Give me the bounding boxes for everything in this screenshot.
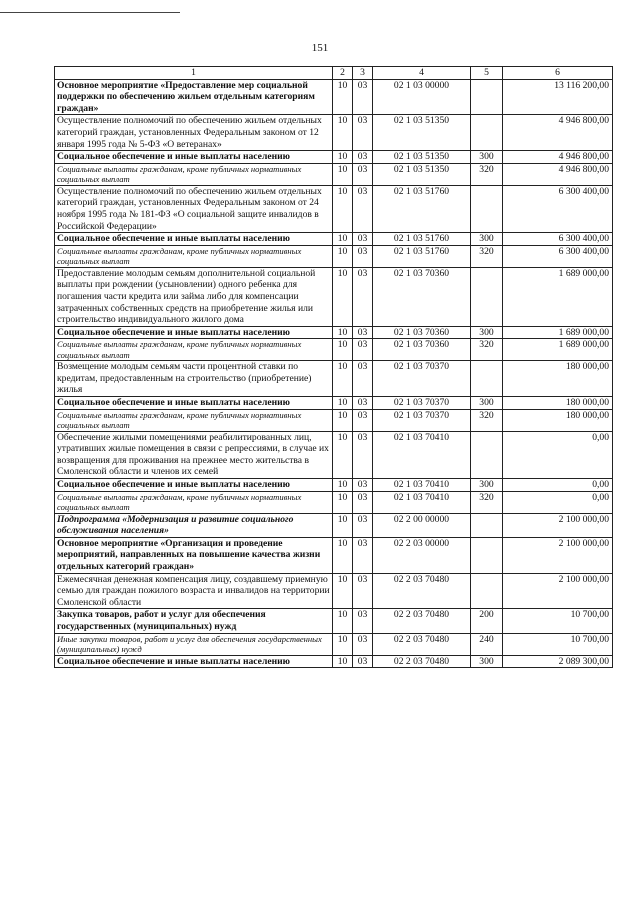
table-row bbox=[55, 115, 613, 151]
header-col-2: 2 bbox=[333, 67, 353, 80]
row-name: Социальные выплаты гражданам, кроме публичных нормативных социальных выплат bbox=[55, 409, 333, 431]
row-expense-type: 300 bbox=[471, 326, 503, 339]
row-target-code: 02 2 03 70480 bbox=[373, 573, 471, 609]
row-target-code: 02 2 03 00000 bbox=[373, 537, 471, 573]
table-row bbox=[55, 339, 613, 361]
row-amount: 0,00 bbox=[503, 491, 613, 513]
row-name: Социальное обеспечение и иные выплаты населению bbox=[55, 326, 333, 339]
row-section: 10 bbox=[333, 431, 353, 478]
row-target-code: 02 2 03 70480 bbox=[373, 633, 471, 655]
row-section: 10 bbox=[333, 326, 353, 339]
row-name: Ежемесячная денежная компенсация лицу, создавшему приемную семью для граждан пожилого возраста и инвалидов на территории Смоленской области bbox=[55, 573, 333, 609]
table-row bbox=[55, 513, 613, 537]
budget-table bbox=[54, 66, 613, 668]
row-section: 10 bbox=[333, 339, 353, 361]
row-section: 10 bbox=[333, 609, 353, 633]
row-section: 10 bbox=[333, 573, 353, 609]
row-subsection: 03 bbox=[353, 397, 373, 410]
row-subsection: 03 bbox=[353, 267, 373, 326]
row-amount: 6 300 400,00 bbox=[503, 245, 613, 267]
row-amount: 0,00 bbox=[503, 431, 613, 478]
table-row bbox=[55, 655, 613, 668]
row-expense-type bbox=[471, 513, 503, 537]
row-name: Предоставление молодым семьям дополнительной социальной выплаты при рождении (усыновлении) одного ребенка для погашения части кредита или займа либо для компенсации затраченных собственных средств на приобретение жилья или строительство индивидуального жилого дома bbox=[55, 267, 333, 326]
row-target-code: 02 1 03 70360 bbox=[373, 326, 471, 339]
row-target-code: 02 1 03 70410 bbox=[373, 431, 471, 478]
row-section: 10 bbox=[333, 513, 353, 537]
table-row bbox=[55, 151, 613, 164]
row-expense-type bbox=[471, 431, 503, 478]
table-row bbox=[55, 633, 613, 655]
row-amount: 6 300 400,00 bbox=[503, 185, 613, 232]
row-amount: 2 100 000,00 bbox=[503, 537, 613, 573]
row-target-code: 02 2 03 70480 bbox=[373, 655, 471, 668]
table-row bbox=[55, 245, 613, 267]
row-expense-type bbox=[471, 79, 503, 115]
row-name: Иные закупки товаров, работ и услуг для обеспечения государственных (муниципальных) нужд bbox=[55, 633, 333, 655]
row-amount: 2 100 000,00 bbox=[503, 573, 613, 609]
row-target-code: 02 1 03 51760 bbox=[373, 233, 471, 246]
row-subsection: 03 bbox=[353, 79, 373, 115]
row-target-code: 02 1 03 51350 bbox=[373, 151, 471, 164]
row-expense-type: 300 bbox=[471, 655, 503, 668]
row-target-code: 02 1 03 70410 bbox=[373, 479, 471, 492]
table-row bbox=[55, 233, 613, 246]
row-expense-type: 320 bbox=[471, 245, 503, 267]
row-amount: 180 000,00 bbox=[503, 361, 613, 397]
row-section: 10 bbox=[333, 491, 353, 513]
header-col-1: 1 bbox=[55, 67, 333, 80]
row-target-code: 02 1 03 51350 bbox=[373, 163, 471, 185]
row-name: Возмещение молодым семьям части процентной ставки по кредитам, предоставленным на строительство (приобретение) жилья bbox=[55, 361, 333, 397]
table-row bbox=[55, 397, 613, 410]
row-expense-type bbox=[471, 361, 503, 397]
header-col-4: 4 bbox=[373, 67, 471, 80]
row-target-code: 02 1 03 70370 bbox=[373, 361, 471, 397]
row-target-code: 02 1 03 51760 bbox=[373, 245, 471, 267]
row-section: 10 bbox=[333, 267, 353, 326]
row-amount: 180 000,00 bbox=[503, 409, 613, 431]
row-subsection: 03 bbox=[353, 339, 373, 361]
row-expense-type bbox=[471, 185, 503, 232]
row-target-code: 02 1 03 51760 bbox=[373, 185, 471, 232]
row-expense-type: 300 bbox=[471, 233, 503, 246]
row-section: 10 bbox=[333, 151, 353, 164]
row-section: 10 bbox=[333, 409, 353, 431]
row-section: 10 bbox=[333, 115, 353, 151]
row-name: Основное мероприятие «Организация и проведение мероприятий, направленных на повышение качества жизни отдельных категорий граждан» bbox=[55, 537, 333, 573]
row-name: Подпрограмма «Модернизация и развитие социального обслуживания населения» bbox=[55, 513, 333, 537]
table-row bbox=[55, 431, 613, 478]
table-row bbox=[55, 537, 613, 573]
row-name: Осуществление полномочий по обеспечению жильем отдельных категорий граждан, установленных Федеральным законом от 24 ноября 1995 года № 181-ФЗ «О социальной защите инвалидов в Российской Федерации» bbox=[55, 185, 333, 232]
page-number: 151 bbox=[311, 42, 329, 54]
header-col-6: 6 bbox=[503, 67, 613, 80]
row-section: 10 bbox=[333, 185, 353, 232]
row-subsection: 03 bbox=[353, 573, 373, 609]
row-subsection: 03 bbox=[353, 431, 373, 478]
table-row bbox=[55, 185, 613, 232]
row-section: 10 bbox=[333, 361, 353, 397]
row-section: 10 bbox=[333, 655, 353, 668]
row-name: Социальное обеспечение и иные выплаты населению bbox=[55, 655, 333, 668]
row-section: 10 bbox=[333, 479, 353, 492]
row-name: Социальное обеспечение и иные выплаты населению bbox=[55, 233, 333, 246]
row-expense-type bbox=[471, 115, 503, 151]
row-name: Социальные выплаты гражданам, кроме публичных нормативных социальных выплат bbox=[55, 339, 333, 361]
row-target-code: 02 1 03 70360 bbox=[373, 267, 471, 326]
row-expense-type bbox=[471, 267, 503, 326]
row-subsection: 03 bbox=[353, 655, 373, 668]
table-body bbox=[55, 79, 613, 668]
header-col-5: 5 bbox=[471, 67, 503, 80]
table-row bbox=[55, 267, 613, 326]
row-expense-type: 320 bbox=[471, 409, 503, 431]
row-expense-type: 320 bbox=[471, 163, 503, 185]
header-col-3: 3 bbox=[353, 67, 373, 80]
row-section: 10 bbox=[333, 397, 353, 410]
row-amount: 13 116 200,00 bbox=[503, 79, 613, 115]
row-subsection: 03 bbox=[353, 185, 373, 232]
row-name: Закупка товаров, работ и услуг для обеспечения государственных (муниципальных) нужд bbox=[55, 609, 333, 633]
row-amount: 10 700,00 bbox=[503, 609, 613, 633]
row-name: Обеспечение жилыми помещениями реабилитированных лиц, утративших жилые помещения в связи с репрессиями, в случае их возвращения для проживания на прежнее место жительства в Смоленской области и членов их семей bbox=[55, 431, 333, 478]
row-section: 10 bbox=[333, 233, 353, 246]
row-name: Социальные выплаты гражданам, кроме публичных нормативных социальных выплат bbox=[55, 163, 333, 185]
row-section: 10 bbox=[333, 163, 353, 185]
row-amount: 4 946 800,00 bbox=[503, 163, 613, 185]
row-expense-type bbox=[471, 537, 503, 573]
row-amount: 2 089 300,00 bbox=[503, 655, 613, 668]
row-expense-type: 320 bbox=[471, 491, 503, 513]
row-subsection: 03 bbox=[353, 233, 373, 246]
row-target-code: 02 1 03 70370 bbox=[373, 409, 471, 431]
row-subsection: 03 bbox=[353, 326, 373, 339]
row-amount: 1 689 000,00 bbox=[503, 339, 613, 361]
row-target-code: 02 2 00 00000 bbox=[373, 513, 471, 537]
row-subsection: 03 bbox=[353, 609, 373, 633]
row-expense-type bbox=[471, 573, 503, 609]
table-row bbox=[55, 479, 613, 492]
row-target-code: 02 2 03 70480 bbox=[373, 609, 471, 633]
row-section: 10 bbox=[333, 79, 353, 115]
row-name: Осуществление полномочий по обеспечению жильем отдельных категорий граждан, установленных Федеральным законом от 12 января 1995 года № 5-ФЗ «О ветеранах» bbox=[55, 115, 333, 151]
header-row bbox=[55, 67, 613, 80]
row-amount: 0,00 bbox=[503, 479, 613, 492]
row-amount: 1 689 000,00 bbox=[503, 326, 613, 339]
row-target-code: 02 1 03 00000 bbox=[373, 79, 471, 115]
row-amount: 10 700,00 bbox=[503, 633, 613, 655]
row-target-code: 02 1 03 70410 bbox=[373, 491, 471, 513]
row-name: Основное мероприятие «Предоставление мер социальной поддержки по обеспечению жильем отдельным категориям граждан» bbox=[55, 79, 333, 115]
row-amount: 1 689 000,00 bbox=[503, 267, 613, 326]
row-subsection: 03 bbox=[353, 479, 373, 492]
table-row bbox=[55, 163, 613, 185]
row-name: Социальное обеспечение и иные выплаты населению bbox=[55, 479, 333, 492]
row-amount: 6 300 400,00 bbox=[503, 233, 613, 246]
row-subsection: 03 bbox=[353, 245, 373, 267]
row-target-code: 02 1 03 51350 bbox=[373, 115, 471, 151]
table-row bbox=[55, 573, 613, 609]
table-row bbox=[55, 609, 613, 633]
row-target-code: 02 1 03 70370 bbox=[373, 397, 471, 410]
table-row bbox=[55, 361, 613, 397]
row-target-code: 02 1 03 70360 bbox=[373, 339, 471, 361]
row-subsection: 03 bbox=[353, 409, 373, 431]
row-subsection: 03 bbox=[353, 163, 373, 185]
row-amount: 4 946 800,00 bbox=[503, 115, 613, 151]
row-amount: 180 000,00 bbox=[503, 397, 613, 410]
row-section: 10 bbox=[333, 537, 353, 573]
row-subsection: 03 bbox=[353, 491, 373, 513]
row-expense-type: 320 bbox=[471, 339, 503, 361]
table-row bbox=[55, 326, 613, 339]
row-amount: 4 946 800,00 bbox=[503, 151, 613, 164]
row-subsection: 03 bbox=[353, 361, 373, 397]
row-expense-type: 300 bbox=[471, 397, 503, 410]
row-subsection: 03 bbox=[353, 537, 373, 573]
row-subsection: 03 bbox=[353, 513, 373, 537]
row-subsection: 03 bbox=[353, 115, 373, 151]
table-row bbox=[55, 491, 613, 513]
row-subsection: 03 bbox=[353, 151, 373, 164]
row-section: 10 bbox=[333, 245, 353, 267]
row-name: Социальное обеспечение и иные выплаты населению bbox=[55, 151, 333, 164]
row-subsection: 03 bbox=[353, 633, 373, 655]
row-name: Социальное обеспечение и иные выплаты населению bbox=[55, 397, 333, 410]
row-name: Социальные выплаты гражданам, кроме публичных нормативных социальных выплат bbox=[55, 491, 333, 513]
table-row bbox=[55, 409, 613, 431]
row-expense-type: 240 bbox=[471, 633, 503, 655]
row-amount: 2 100 000,00 bbox=[503, 513, 613, 537]
row-name: Социальные выплаты гражданам, кроме публичных нормативных социальных выплат bbox=[55, 245, 333, 267]
row-expense-type: 300 bbox=[471, 151, 503, 164]
table-row bbox=[55, 79, 613, 115]
row-expense-type: 200 bbox=[471, 609, 503, 633]
row-expense-type: 300 bbox=[471, 479, 503, 492]
top-edge-mark bbox=[0, 0, 180, 13]
row-section: 10 bbox=[333, 633, 353, 655]
